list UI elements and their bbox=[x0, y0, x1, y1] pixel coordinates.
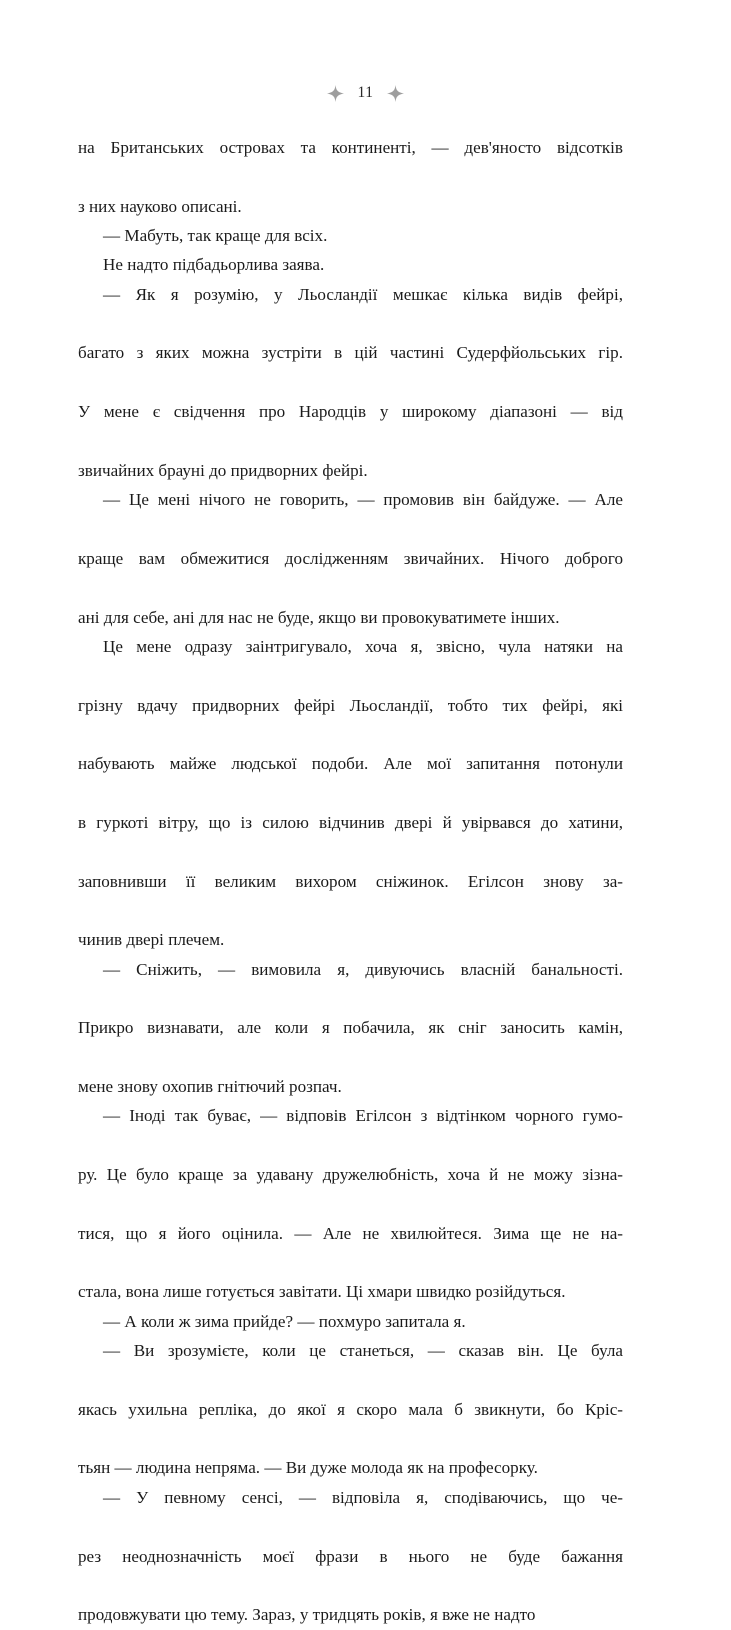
text-line: — Мабуть, так краще для всіх. bbox=[103, 226, 328, 246]
paragraph bbox=[78, 955, 623, 1102]
text-line: — Іноді так буває, — відповів Егілсон з відтінком чорного гумо- bbox=[103, 1106, 623, 1126]
text-line: ані для себе, ані для нас не буде, якщо ви провокуватимете інших. bbox=[78, 607, 560, 627]
text-line: — Це мені нічого не говорить, — промовив він байдуже. — Але bbox=[103, 490, 623, 510]
paragraph bbox=[78, 1307, 623, 1336]
running-head bbox=[0, 78, 731, 108]
text-line: тися, що я його оцінила. — Але не хвилюйтеся. Зима ще не на- bbox=[78, 1223, 623, 1243]
text-line: звичайних брауні до придворних фейрі. bbox=[78, 460, 368, 480]
text-line: набувають майже людської подоби. Але мої запитання потонули bbox=[78, 754, 623, 774]
text-line: У мене є свідчення про Народців у широкому діапазоні — від bbox=[78, 402, 623, 422]
text-line: — Як я розумію, у Льосландії мешкає кілька видів фейрі, bbox=[103, 284, 623, 304]
text-line: Це мене одразу заінтригувало, хоча я, звісно, чула натяки на bbox=[103, 636, 623, 656]
body-text bbox=[78, 133, 623, 1630]
paragraph bbox=[78, 1101, 623, 1306]
paragraph bbox=[78, 250, 623, 279]
page-number: 11 bbox=[357, 83, 374, 101]
text-line: якась ухильна репліка, до якої я скоро мала б звикнути, бо Кріс- bbox=[78, 1399, 623, 1419]
text-line: багато з яких можна зустріти в цій частині Судерфйольських гір. bbox=[78, 343, 623, 363]
text-line: мене знову охопив гнітючий розпач. bbox=[78, 1077, 342, 1096]
four-pointed-star-icon bbox=[327, 85, 344, 102]
text-line: — Сніжить, — вимовила я, дивуючись власній банальності. bbox=[103, 959, 623, 979]
paragraph bbox=[78, 1336, 623, 1483]
text-line: в гуркоті вітру, що із силою відчинив двері й увірвався до хатини, bbox=[78, 812, 623, 832]
paragraph bbox=[78, 133, 623, 221]
text-line: — А коли ж зима прийде? — похмуро запитала я. bbox=[103, 1311, 466, 1331]
text-line: — Ви зрозумієте, коли це станеться, — сказав він. Це була bbox=[103, 1341, 623, 1361]
paragraph bbox=[78, 221, 623, 250]
text-line: продовжувати цю тему. Зараз, у тридцять років, я вже не надто bbox=[78, 1605, 536, 1625]
text-line: Прикро визнавати, але коли я побачила, як сніг заносить камін, bbox=[78, 1018, 623, 1038]
paragraph bbox=[78, 485, 623, 632]
text-line: грізну вдачу придворних фейрі Льосландії, тобто тих фейрі, які bbox=[78, 695, 623, 715]
text-line: на Британських островах та континенті, — дев'яносто відсотків bbox=[78, 138, 623, 157]
text-line: чинив двері плечем. bbox=[78, 930, 225, 950]
text-line: заповнивши її великим вихором сніжинок. Егілсон знову за- bbox=[78, 871, 623, 891]
text-line: Не надто підбадьорлива заява. bbox=[103, 255, 325, 275]
text-line: тьян — людина непряма. — Ви дуже молода як на професорку. bbox=[78, 1458, 538, 1478]
text-line: стала, вона лише готується завітати. Ці хмари швидко розійдуться. bbox=[78, 1282, 566, 1302]
paragraph bbox=[78, 1483, 623, 1630]
text-line: краще вам обмежитися дослідженням звичайних. Нічого доброго bbox=[78, 548, 623, 568]
text-line: рез неоднозначність моєї фрази в нього не буде бажання bbox=[78, 1546, 623, 1566]
text-line: — У певному сенсі, — відповіла я, сподіваючись, що че- bbox=[103, 1487, 623, 1507]
paragraph bbox=[78, 632, 623, 955]
paragraph bbox=[78, 280, 623, 485]
text-line: з них науково описані. bbox=[78, 196, 242, 216]
four-pointed-star-icon bbox=[387, 85, 404, 102]
text-line: ру. Це було краще за удавану дружелюбність, хоча й не можу зізна- bbox=[78, 1165, 623, 1185]
